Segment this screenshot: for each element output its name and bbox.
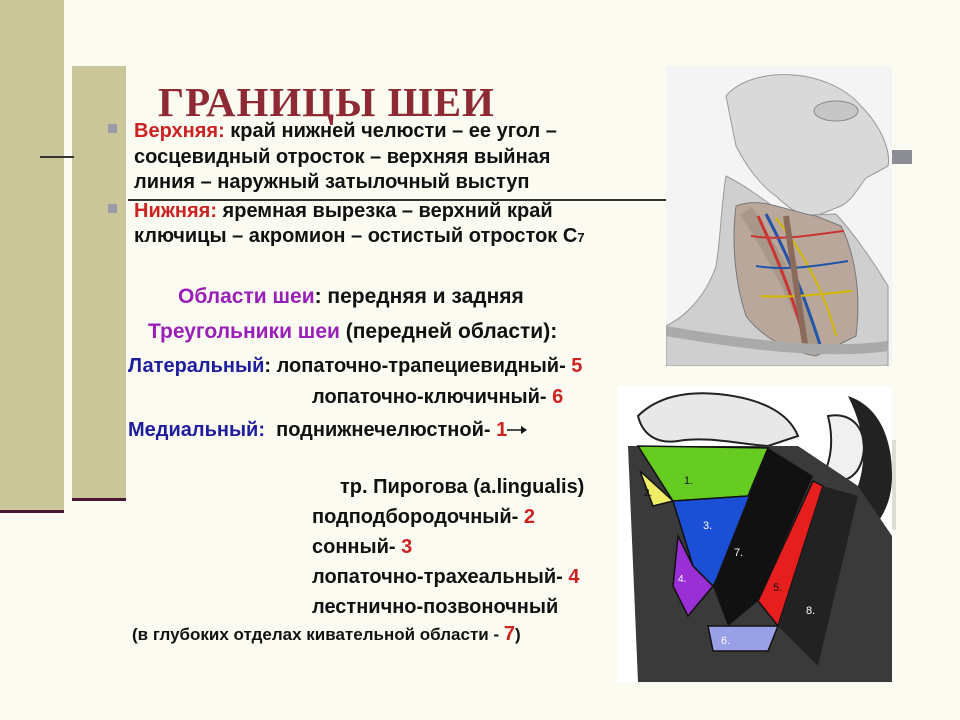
decor-inner-line bbox=[72, 498, 126, 501]
upper-boundary-label: Верхняя: bbox=[134, 120, 225, 142]
lateral-line2 bbox=[312, 385, 563, 409]
decor-inner-bar bbox=[72, 66, 126, 500]
upper-boundary-line3: линия – наружный затылочный выступ bbox=[134, 171, 530, 193]
medial-line4 bbox=[312, 565, 580, 589]
medial-item1-number: 1 bbox=[496, 419, 508, 441]
triangles-value: (передней области): bbox=[339, 320, 558, 343]
triangles-label: Треугольники шеи bbox=[148, 320, 340, 343]
upper-boundary-line1 bbox=[134, 119, 557, 143]
diagram-label: 5. bbox=[773, 582, 783, 594]
diagram-label: 3. bbox=[703, 520, 713, 532]
neck-dissection-illustration bbox=[666, 66, 892, 366]
diagram-label: 1. bbox=[684, 475, 694, 487]
lower-boundary-line1 bbox=[134, 199, 553, 223]
medial-note-number: 7 bbox=[503, 623, 515, 645]
decor-rule-left bbox=[40, 156, 74, 158]
medial-line3 bbox=[312, 535, 412, 559]
medial-item4: лопаточно-трахеальный- bbox=[312, 566, 563, 588]
lateral-label: Латеральный bbox=[128, 355, 265, 377]
arrow-right-icon bbox=[507, 425, 527, 435]
medial-item4-number: 4 bbox=[568, 566, 580, 588]
bullet-icon bbox=[108, 204, 117, 213]
triangles-line bbox=[148, 320, 557, 344]
pirogov-triangle: тр. Пирогова (a.lingualis) bbox=[340, 476, 585, 498]
decor-right-bar bbox=[892, 440, 896, 530]
lateral-line1 bbox=[128, 354, 582, 378]
diagram-label: 7. bbox=[734, 547, 744, 559]
upper-boundary-line2: сосцевидный отросток – верхняя выйная bbox=[134, 146, 551, 168]
bullet-icon bbox=[108, 124, 117, 133]
decor-right-square bbox=[892, 150, 912, 164]
medial-note bbox=[132, 622, 521, 647]
medial-item2-number: 2 bbox=[523, 506, 536, 528]
diagram-label: 6. bbox=[721, 635, 731, 647]
regions-line bbox=[178, 285, 524, 309]
lateral-item2: лопаточно-ключичный- bbox=[312, 386, 547, 408]
lower-boundary-label: Нижняя: bbox=[134, 200, 217, 222]
lower-boundary-text2: ключицы – акромион – остистый отросток С bbox=[134, 225, 578, 247]
medial-note-end: ) bbox=[514, 625, 521, 644]
lower-boundary-text1: яремная вырезка – верхний край bbox=[217, 200, 553, 222]
medial-line5: лестнично-позвоночный bbox=[312, 596, 559, 618]
triangle-region-6 bbox=[708, 626, 778, 651]
lateral-item1-number: 5 bbox=[571, 355, 583, 377]
diagram-label: 4. bbox=[678, 574, 687, 585]
medial-item2: подподбородочный- bbox=[312, 506, 519, 528]
medial-line1 bbox=[128, 418, 527, 442]
medial-item3: сонный- bbox=[312, 536, 396, 558]
medial-item1: поднижнечелюстной- bbox=[276, 419, 491, 441]
decor-left-line bbox=[0, 510, 64, 513]
decor-left-bar bbox=[0, 0, 64, 512]
medial-line2 bbox=[312, 505, 535, 529]
regions-label: Области шеи bbox=[178, 285, 315, 308]
lower-boundary-line2 bbox=[134, 224, 585, 250]
diagram-label: 8. bbox=[806, 605, 816, 617]
upper-boundary-text1: край нижней челюсти – ее угол – bbox=[224, 120, 557, 142]
diagram-label: 2. bbox=[644, 488, 653, 499]
lateral-item2-number: 6 bbox=[552, 386, 564, 408]
neck-triangles-diagram bbox=[618, 386, 892, 682]
medial-label: Медиальный: bbox=[128, 419, 266, 441]
regions-value: : передняя и задняя bbox=[314, 285, 524, 308]
vertebra-subscript: 7 bbox=[577, 230, 585, 245]
slide-title: ГРАНИЦЫ ШЕИ bbox=[158, 79, 495, 125]
lateral-item1: : лопаточно-трапециевидный- bbox=[264, 355, 566, 377]
medial-note-text: (в глубоких отделах кивательной области - bbox=[132, 625, 500, 644]
medial-item3-number: 3 bbox=[401, 536, 413, 558]
